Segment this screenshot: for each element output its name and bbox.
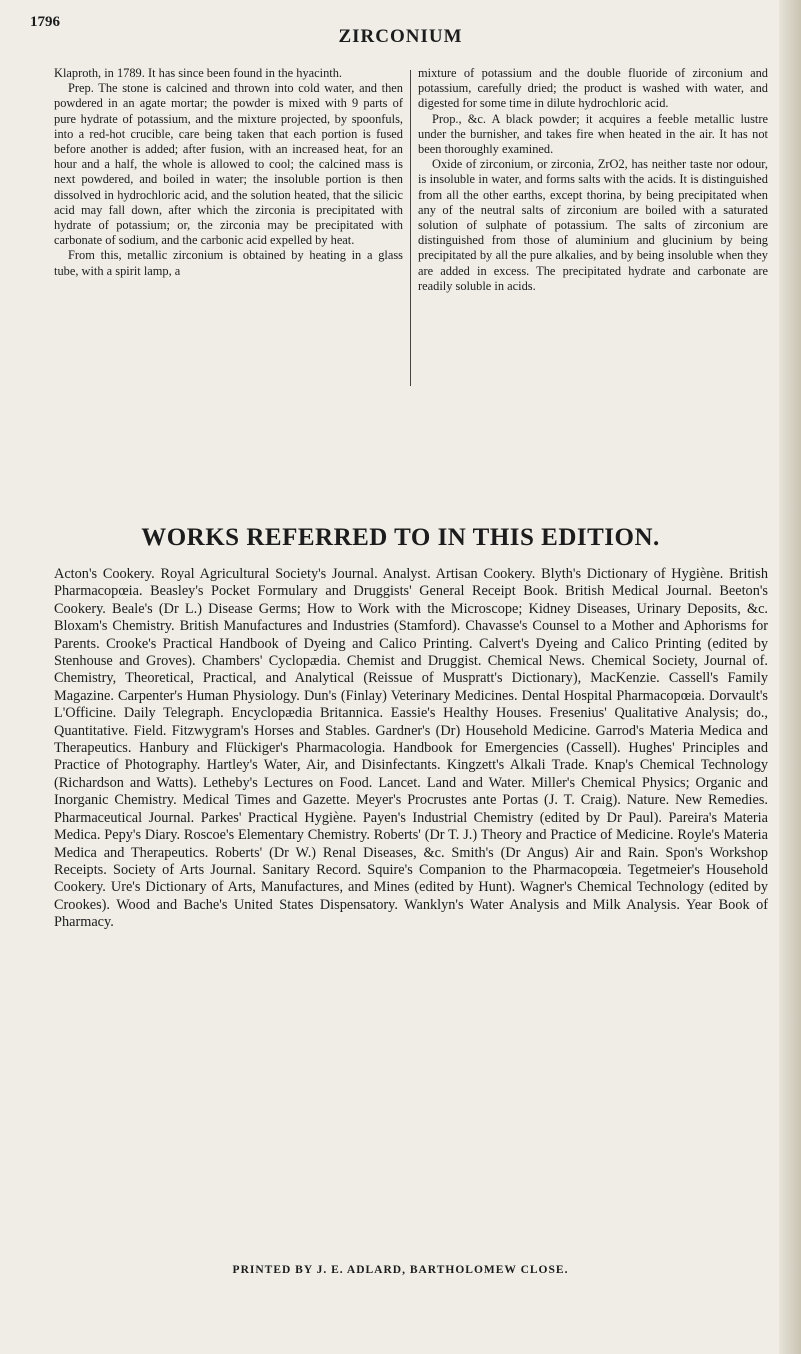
- running-head: ZIRCONIUM: [338, 26, 463, 47]
- paragraph: Oxide of zirconium, or zirconia, ZrO2, has neither taste nor odour, is insoluble in water, and forms salts with the acids. It is distinguished from all the other earths, except thorina, by being precipitated when any of the neutral salts of zirconium are boiled with a saturated solution of sulphate of potassium. The salts of zirconium are distinguished from those of aluminium and glucinium by being precipitated by all the pure alkalies, and by being insoluble when they are added in excess. The precipitated hydrate and carbonate are readily soluble in acids.: [418, 157, 768, 293]
- paragraph: Prep. The stone is calcined and thrown into cold water, and then powdered in an agate mortar; the powder is mixed with 9 parts of pure hydrate of potassium, and the mixture projected, by spoonfuls, into a red-hot crucible, care being taken that each portion is fused before another is added; after fusion, with an increased heat, for an hour and a half, the whole is allowed to cool; the calcined mass is next powdered, and boiled in water; the insoluble portion is then dissolved in hydrochloric acid, and the solution heated, that the silicic acid may fall down, after which the zirconia is precipitated with hydrate of potassium; or, the zirconia may be precipitated with carbonate of sodium, and the carbonic acid expelled by heat.: [54, 81, 403, 248]
- page-number: 1796: [30, 14, 60, 30]
- left-column: [54, 66, 403, 279]
- page-edge-shadow: [779, 0, 801, 1354]
- right-column: [418, 66, 768, 294]
- paragraph: Klaproth, in 1789. It has since been found in the hyacinth.: [54, 66, 343, 80]
- column-rule: [410, 70, 411, 386]
- works-referred-list: Acton's Cookery. Royal Agricultural Society's Journal. Analyst. Artisan Cookery. Blyth's Dictionary of Hygiène. British Pharmacopœia. Beasley's Pocket Formulary and Druggists' General Receipt Book. British Medical Journal. Beeton's Cookery. Beale's (Dr L.) Disease Germs; How to Work with the Microscope; Kidney Diseases, Urinary Deposits, &c. Bloxam's Chemistry. British Manufactures and Industries (Stamford). Chavasse's Counsel to a Mother and Aphorisms for Parents. Crooke's Practical Handbook of Dyeing and Calico Printing. Calvert's Dyeing and Calico Printing (edited by Stenhouse and Groves). Chambers' Cyclopædia. Chemist and Druggist. Chemical News. Chemical Society, Journal of. Chemistry, Theoretical, Practical, and Analytical (Reissue of Muspratt's Dictionary), MacKenzie. Cassell's Family Magazine. Carpenter's Human Physiology. Dun's (Finlay) Veterinary Medicines. Dental Hospital Pharmacopœia. Dorvault's L'Officine. Daily Telegraph. Encyclopædia Britannica. Eassie's Healthy Houses. Fresenius' Qualitative Analysis; do., Quantitative. Field. Fitzwygram's Horses and Stables. Gardner's (Dr) Household Medicine. Garrod's Materia Medica and Therapeutics. Hanbury and Flückiger's Pharmacologia. Handbook for Emergencies (Cassell). Hughes' Principles and Practice of Photography. Hartley's Water, Air, and Disinfectants. Kingzett's Alkali Trade. Knap's Chemical Technology (Richardson and Watts). Letheby's Lectures on Food. Lancet. Land and Water. Miller's Chemical Physics; Organic and Inorganic Chemistry. Medical Times and Gazette. Meyer's Procrustes ante Portas (J. T. Craig). Nature. New Remedies. Pharmaceutical Journal. Parkes' Practical Hygiène. Payen's Industrial Chemistry (edited by Dr Paul). Pareira's Materia Medica. Pepy's Diary. Roscoe's Elementary Chemistry. Roberts' (Dr T. J.) Theory and Practice of Medicine. Royle's Materia Medica and Therapeutics. Roberts' (Dr W.) Renal Diseases, &c. Smith's (Dr Angus) Air and Rain. Spon's Workshop Receipts. Society of Arts Journal. Sanitary Record. Squire's Companion to the Pharmacopœia. Tegetmeier's Household Cookery. Ure's Dictionary of Arts, Manufactures, and Mines (edited by Hunt). Wagner's Chemical Technology (edited by Crookes). Wood and Bache's United States Dispensatory. Wanklyn's Water Analysis and Milk Analysis. Year Book of Pharmacy.: [54, 566, 768, 931]
- works-referred-title: WORKS REFERRED TO IN THIS EDITION.: [141, 524, 660, 551]
- printer-imprint: PRINTED BY J. E. ADLARD, BARTHOLOMEW CLOSE.: [232, 1264, 569, 1276]
- paragraph: From this, metallic zirconium is obtained by heating in a glass tube, with a spirit lamp, a: [54, 248, 403, 278]
- paragraph: mixture of potassium and the double fluoride of zirconium and potassium, carefully dried; the product is washed with water, and digested for some time in dilute hydrochloric acid.: [418, 66, 768, 111]
- paragraph: Prop., &c. A black powder; it acquires a feeble metallic lustre under the burnisher, and takes fire when heated in the air. It has not been thoroughly examined.: [418, 111, 768, 157]
